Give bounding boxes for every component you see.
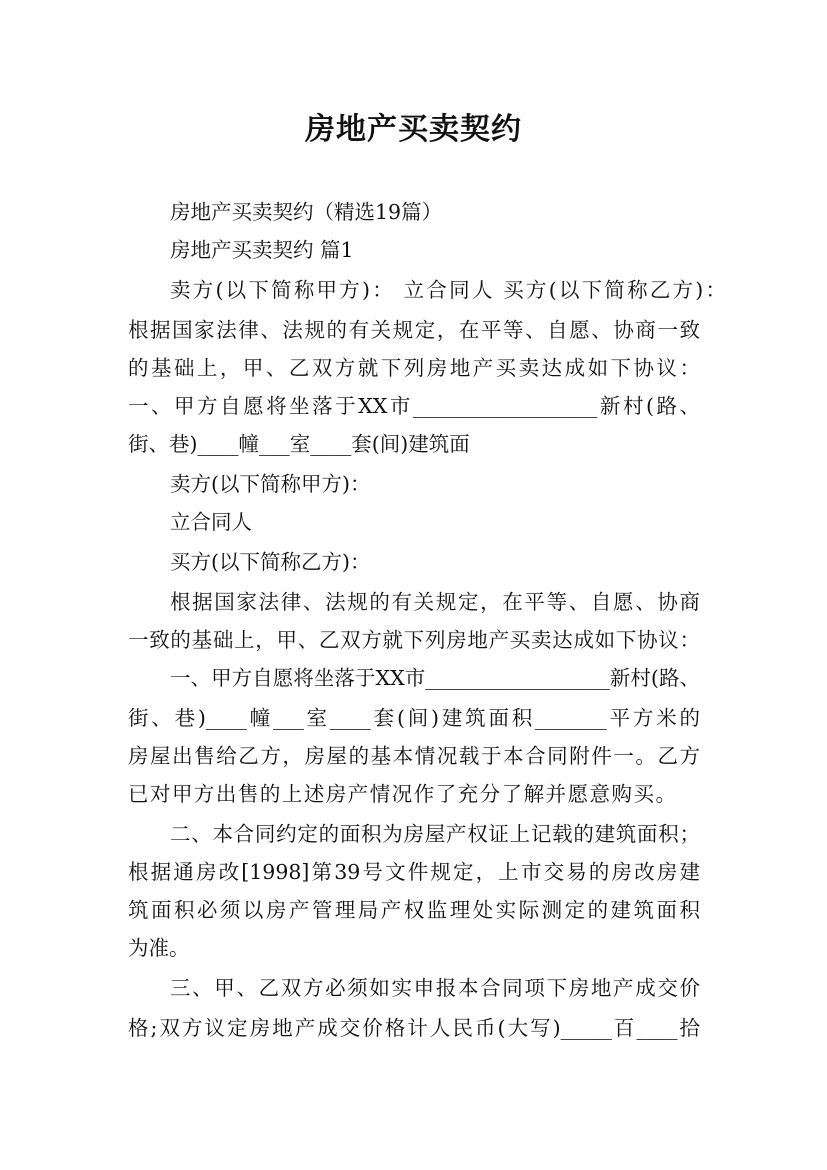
paragraph-line: 根据国家法律、法规的有关规定，在平等、自愿、协商 (170, 590, 700, 614)
paragraph-line: 根据国家法律、法规的有关规定，在平等、自愿、协商一致 (128, 318, 700, 342)
paragraph-line: 二、本合同约定的面积为房屋产权证上记载的建筑面积； (170, 822, 700, 846)
section-heading: 房地产买卖契约 篇1 (170, 238, 354, 262)
paragraph-line: 房屋出售给乙方，房屋的基本情况载于本合同附件一。乙方 (128, 744, 700, 768)
paragraph-line: 已对甲方出售的上述房产情况作了充分了解并愿意购买。 (128, 782, 676, 806)
subtitle-line: 房地产买卖契约（精选19篇） (170, 200, 443, 224)
paragraph-line: 根据通房改[1998]第39号文件规定，上市交易的房改房建 (128, 860, 700, 884)
paragraph-line: 街、巷)____幢___室____套(间)建筑面积_______平方米的 (128, 706, 700, 730)
paragraph-line: 筑面积必须以房产管理局产权监理处实际测定的建筑面积 (128, 898, 700, 922)
paragraph-line: 格;双方议定房地产成交价格计人民币(大写)_____百____拾 (128, 1016, 700, 1040)
paragraph-line: 一致的基础上，甲、乙双方就下列房地产买卖达成如下协议： (128, 628, 700, 652)
document-title: 房地产买卖契约 (305, 112, 522, 147)
paragraph-line: 一、甲方自愿将坐落于XX市__________________新村(路、 (170, 666, 700, 690)
paragraph-line: 三、甲、乙双方必须如实申报本合同项下房地产成交价 (170, 976, 700, 1000)
paragraph-line: 为准。 (128, 936, 190, 960)
paragraph-line: 街、巷)____幢___室____套(间)建筑面 (128, 432, 470, 456)
paragraph-line: 立合同人 (170, 510, 252, 534)
paragraph-line: 买方(以下简称乙方)： (170, 550, 371, 574)
paragraph-line: 卖方(以下简称甲方)： 立合同人 买方(以下简称乙方)： (170, 278, 726, 302)
paragraph-line: 的基础上，甲、乙双方就下列房地产买卖达成如下协议： (128, 356, 700, 380)
paragraph-line: 一、甲方自愿将坐落于XX市__________________新村(路、 (128, 394, 700, 418)
paragraph-line: 卖方(以下简称甲方)： (170, 472, 371, 496)
